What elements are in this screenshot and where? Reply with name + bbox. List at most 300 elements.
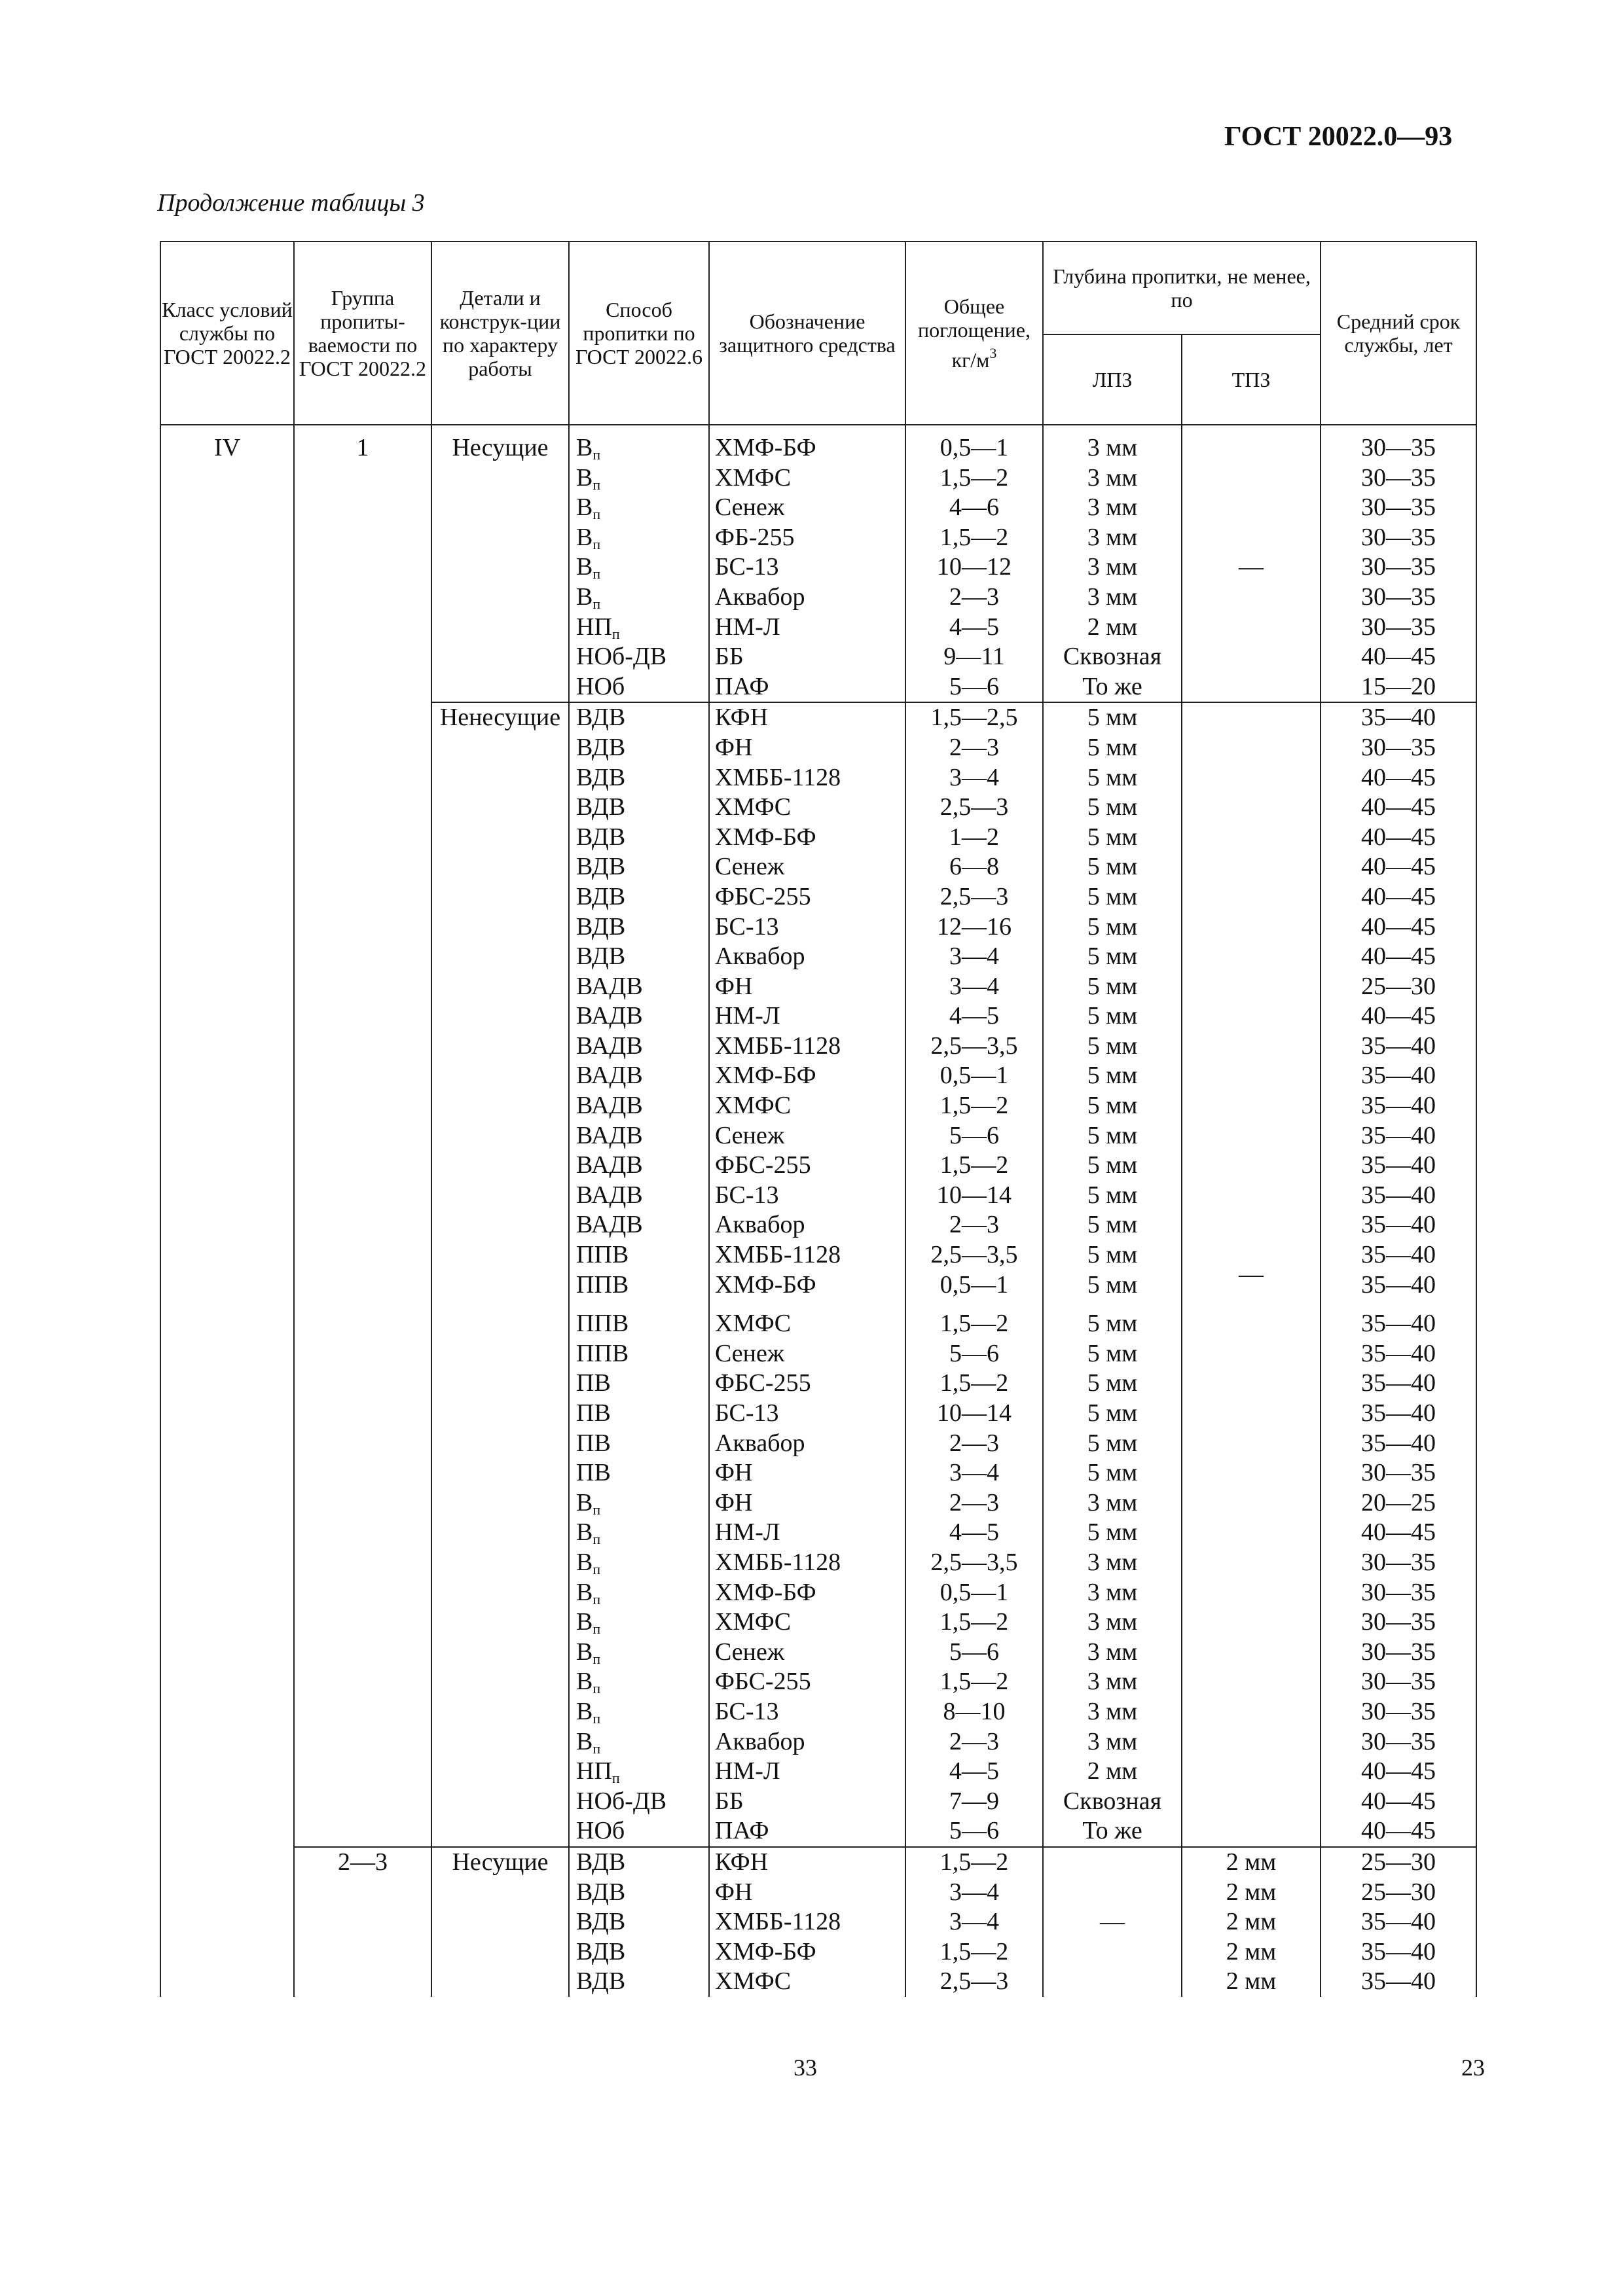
agent-value: ФН — [715, 1878, 753, 1906]
method-text: В — [576, 1608, 593, 1636]
method-text: В — [576, 1668, 593, 1696]
absorption-value: 5—6 — [949, 1638, 999, 1666]
method-text: ВАДВ — [576, 1002, 643, 1030]
lpz-value: 3 мм — [1087, 1727, 1138, 1755]
life-value: 30—35 — [1361, 733, 1436, 761]
absorption-value: 4—5 — [949, 1757, 999, 1785]
lpz-value: 3 мм — [1087, 1488, 1138, 1516]
agent-value: ХМФ-БФ — [715, 1578, 816, 1606]
life-value: 35—40 — [1361, 1151, 1436, 1179]
life-value: 30—35 — [1361, 1668, 1436, 1696]
life-value: 30—35 — [1361, 1548, 1436, 1576]
life-value: 25—30 — [1361, 1848, 1436, 1876]
method-text: НП — [576, 613, 612, 641]
lpz-value: 3 мм — [1087, 553, 1138, 581]
col-header-details: Детали и конструк-ции по характеру работы — [431, 242, 569, 425]
agent-value: ББ — [715, 1787, 744, 1815]
lpz-column — [1043, 433, 1182, 702]
method-value — [570, 1638, 708, 1668]
method-text: ВАДВ — [576, 1062, 643, 1090]
method-value — [570, 1878, 708, 1908]
life-column — [1321, 1847, 1476, 1997]
method-column — [569, 433, 709, 702]
method-value — [570, 1270, 708, 1300]
tpz-value: 2 мм — [1226, 1967, 1277, 1996]
life-value: 30—35 — [1361, 1608, 1436, 1636]
absorption-value: 5—6 — [949, 1817, 999, 1845]
life-value: 35—40 — [1361, 1339, 1436, 1367]
row-gap — [1321, 1300, 1476, 1309]
life-value: 35—40 — [1361, 704, 1436, 732]
table-body — [160, 425, 1476, 1997]
method-value — [570, 1061, 708, 1091]
absorption-value: 1,5—2 — [939, 1310, 1009, 1338]
method-value — [570, 642, 708, 672]
absorption-value: 1,5—2 — [939, 1092, 1009, 1120]
absorption-value: 2—3 — [949, 1727, 999, 1755]
agent-value: БС-13 — [715, 1399, 779, 1427]
method-column — [569, 1847, 709, 1997]
details-cell: Несущие — [431, 433, 569, 702]
method-subscript: п — [593, 595, 601, 612]
absorption-value: 5—6 — [949, 672, 999, 700]
method-value — [570, 493, 708, 523]
method-value — [570, 852, 708, 882]
lpz-value: 5 мм — [1087, 1310, 1138, 1338]
method-value — [570, 1848, 708, 1878]
method-text: ВАДВ — [576, 1092, 643, 1120]
agent-value: ХМББ-1128 — [715, 1548, 841, 1576]
method-value — [570, 523, 708, 553]
method-value — [570, 1210, 708, 1240]
absorption-value: 3—4 — [949, 972, 999, 1000]
col-header-absorption-text: Общее поглощение, кг/м — [918, 295, 1030, 372]
method-text: ВАДВ — [576, 1211, 643, 1239]
life-value: 30—35 — [1361, 1727, 1436, 1755]
lpz-value: 3 мм — [1087, 1668, 1138, 1696]
method-text: В — [576, 1638, 593, 1666]
lpz-value: 5 мм — [1087, 1062, 1138, 1090]
method-text: ВДВ — [576, 882, 626, 910]
tpz-value: 2 мм — [1226, 1878, 1277, 1906]
absorption-value: 3—4 — [949, 1878, 999, 1906]
class-cell: IV — [160, 433, 294, 1997]
method-subscript: п — [593, 535, 601, 552]
absorption-value: 4—6 — [949, 493, 999, 522]
method-text: ПВ — [576, 1399, 611, 1427]
absorption-value: 9—11 — [943, 643, 1005, 671]
lpz-value: 3 мм — [1087, 583, 1138, 611]
lpz-value: 5 мм — [1087, 1459, 1138, 1487]
method-column — [569, 702, 709, 1847]
lpz-value: 5 мм — [1087, 1181, 1138, 1209]
agent-value: ХМФ-БФ — [715, 1270, 816, 1299]
lpz-value: 5 мм — [1087, 763, 1138, 791]
agent-value: ХМББ-1128 — [715, 763, 841, 791]
life-value: 40—45 — [1361, 793, 1436, 821]
life-value: 15—20 — [1361, 672, 1436, 700]
absorption-value: 1,5—2 — [939, 463, 1009, 492]
agent-value: ХМФ-БФ — [715, 1937, 816, 1965]
life-value: 35—40 — [1361, 1211, 1436, 1239]
group-cell: 2—3 — [294, 1847, 431, 1997]
absorption-value: 2—3 — [949, 1211, 999, 1239]
method-value — [570, 763, 708, 793]
absorption-value: 1,5—2,5 — [930, 704, 1018, 732]
agent-value: БС-13 — [715, 1181, 779, 1209]
agent-value: Аквабор — [715, 942, 805, 971]
agent-value: ФБС-255 — [715, 1668, 811, 1696]
lpz-value: 3 мм — [1087, 1608, 1138, 1636]
absorption-value: 2,5—3 — [939, 882, 1009, 910]
absorption-value: 0,5—1 — [939, 1270, 1009, 1299]
lpz-value: 5 мм — [1087, 1002, 1138, 1030]
lpz-value: 5 мм — [1087, 972, 1138, 1000]
tpz-column — [1182, 433, 1321, 702]
method-subscript: п — [593, 446, 601, 463]
method-value — [570, 1548, 708, 1578]
agent-value: ФН — [715, 1459, 753, 1487]
life-value: 35—40 — [1361, 1270, 1436, 1299]
method-subscript: п — [593, 1531, 601, 1548]
method-value — [570, 613, 708, 643]
page-number-right: 23 — [1461, 2054, 1485, 2081]
table-caption: Продолжение таблицы 3 — [157, 189, 425, 217]
method-value — [570, 463, 708, 493]
lpz-value: 5 мм — [1087, 1399, 1138, 1427]
absorption-column — [905, 433, 1043, 702]
life-value: 35—40 — [1361, 1241, 1436, 1269]
lpz-value: 5 мм — [1087, 793, 1138, 821]
method-subscript: п — [593, 1501, 601, 1518]
lpz-value: 2 мм — [1087, 1757, 1138, 1785]
life-value: 30—35 — [1361, 463, 1436, 492]
method-value — [570, 1121, 708, 1151]
agent-value: БС-13 — [715, 1697, 779, 1725]
life-value: 35—40 — [1361, 1399, 1436, 1427]
lpz-value: 2 мм — [1087, 613, 1138, 641]
absorption-value: 1,5—2 — [939, 1848, 1009, 1876]
method-text: ПВ — [576, 1369, 611, 1397]
method-value — [570, 972, 708, 1002]
method-value — [570, 1697, 708, 1727]
depth-dash: — — [1239, 553, 1264, 581]
document-standard-number: ГОСТ 20022.0—93 — [1224, 122, 1453, 152]
agent-value: ФБС-255 — [715, 882, 811, 910]
agent-value: Сенеж — [715, 1638, 785, 1666]
agent-value: НМ-Л — [715, 1518, 780, 1547]
absorption-value: 0,5—1 — [939, 1062, 1009, 1090]
absorption-value: 0,5—1 — [939, 1578, 1009, 1606]
col-header-tpz: ТПЗ — [1182, 334, 1321, 425]
method-text: ВДВ — [576, 942, 626, 971]
method-subscript: п — [593, 565, 601, 583]
agent-value: ХМФС — [715, 1967, 792, 1996]
method-value — [570, 1369, 708, 1399]
method-value — [570, 1001, 708, 1031]
agent-value: ХМФС — [715, 1608, 792, 1636]
method-value — [570, 1458, 708, 1488]
absorption-value: 2—3 — [949, 1488, 999, 1516]
method-value — [570, 823, 708, 853]
lpz-value: То же — [1082, 672, 1142, 700]
absorption-value: 4—5 — [949, 613, 999, 641]
method-text: В — [576, 1518, 593, 1547]
method-value — [570, 672, 708, 702]
life-value: 35—40 — [1361, 1908, 1436, 1936]
method-text: ППВ — [576, 1270, 629, 1299]
method-value — [570, 1031, 708, 1062]
col-header-absorption-superscript: 3 — [989, 345, 997, 361]
method-text: ВДВ — [576, 763, 626, 791]
method-value — [570, 1787, 708, 1817]
method-text: ВДВ — [576, 1967, 626, 1996]
method-text: ВДВ — [576, 704, 626, 732]
life-value: 30—35 — [1361, 1459, 1436, 1487]
agent-column — [709, 1847, 905, 1997]
absorption-value: 6—8 — [949, 853, 999, 881]
impregnation-table — [160, 241, 1477, 1997]
col-header-absorption — [905, 242, 1043, 425]
life-value: 30—35 — [1361, 613, 1436, 641]
absorption-value: 2,5—3,5 — [930, 1548, 1018, 1576]
absorption-column — [905, 702, 1043, 1847]
lpz-value: 5 мм — [1087, 882, 1138, 910]
life-value: 40—45 — [1361, 763, 1436, 791]
agent-value: ББ — [715, 643, 744, 671]
life-value: 35—40 — [1361, 1092, 1436, 1120]
method-text: НОб-ДВ — [576, 643, 667, 671]
lpz-value: Сквозная — [1063, 643, 1162, 671]
details-cell: Несущие — [431, 1847, 569, 1997]
col-header-depth: Глубина пропитки, не менее, по — [1043, 242, 1321, 334]
life-value: 40—45 — [1361, 942, 1436, 971]
method-text: ВАДВ — [576, 1181, 643, 1209]
lpz-value: 5 мм — [1087, 1031, 1138, 1060]
lpz-value: 3 мм — [1087, 463, 1138, 492]
lpz-value: 5 мм — [1087, 704, 1138, 732]
method-text: ППВ — [576, 1241, 629, 1269]
method-subscript: п — [611, 625, 620, 642]
lpz-value: 5 мм — [1087, 942, 1138, 971]
method-text: В — [576, 493, 593, 522]
tpz-column — [1182, 702, 1321, 1847]
method-value — [570, 583, 708, 613]
lpz-value: 3 мм — [1087, 1548, 1138, 1576]
absorption-value: 2—3 — [949, 583, 999, 611]
absorption-value: 1,5—2 — [939, 1668, 1009, 1696]
lpz-value: Сквозная — [1063, 1787, 1162, 1815]
absorption-value: 3—4 — [949, 1459, 999, 1487]
row-gap — [570, 1300, 708, 1309]
method-value — [570, 793, 708, 823]
life-value: 30—35 — [1361, 493, 1436, 522]
agent-value: БС-13 — [715, 912, 779, 941]
method-value — [570, 1967, 708, 1997]
life-value: 35—40 — [1361, 1031, 1436, 1060]
method-value — [570, 1607, 708, 1638]
col-header-class: Класс условий службы по ГОСТ 20022.2 — [160, 242, 294, 425]
lpz-value: 3 мм — [1087, 434, 1138, 461]
lpz-value: 5 мм — [1087, 1270, 1138, 1299]
agent-value: ХМФС — [715, 793, 792, 821]
agent-value: Сенеж — [715, 493, 785, 522]
method-text: ВАДВ — [576, 972, 643, 1000]
lpz-value: 5 мм — [1087, 1121, 1138, 1149]
agent-value: Аквабор — [715, 1727, 805, 1755]
col-header-life: Средний срок службы, лет — [1321, 242, 1476, 425]
lpz-value: 3 мм — [1087, 1638, 1138, 1666]
absorption-value: 4—5 — [949, 1518, 999, 1547]
life-value: 40—45 — [1361, 643, 1436, 671]
tpz-value: 2 мм — [1226, 1908, 1277, 1936]
life-value: 35—40 — [1361, 1181, 1436, 1209]
agent-value: Аквабор — [715, 1211, 805, 1239]
method-value — [570, 433, 708, 463]
method-value — [570, 1488, 708, 1518]
method-value — [570, 1240, 708, 1270]
agent-value: ХМФС — [715, 1310, 792, 1338]
lpz-value: 5 мм — [1087, 912, 1138, 941]
life-value: 35—40 — [1361, 1967, 1436, 1996]
method-text: ВДВ — [576, 733, 626, 761]
method-text: В — [576, 1488, 593, 1516]
group-cell: 1 — [294, 433, 431, 1847]
life-value: 25—30 — [1361, 972, 1436, 1000]
absorption-value: 10—14 — [937, 1399, 1012, 1427]
method-text: НОб — [576, 1817, 625, 1845]
method-value — [570, 1399, 708, 1429]
method-text: НОб-ДВ — [576, 1787, 667, 1815]
method-subscript: п — [593, 1710, 601, 1727]
method-subscript: п — [593, 506, 601, 523]
agent-value: ФН — [715, 972, 753, 1000]
method-value — [570, 703, 708, 733]
method-value — [570, 1151, 708, 1181]
row-gap — [710, 1300, 905, 1309]
method-value — [570, 882, 708, 912]
agent-value: ПАФ — [715, 1817, 769, 1845]
life-value: 35—40 — [1361, 1062, 1436, 1090]
method-value — [570, 1757, 708, 1787]
absorption-value: 1,5—2 — [939, 523, 1009, 551]
lpz-value: 5 мм — [1087, 733, 1138, 761]
method-text: НОб — [576, 672, 625, 700]
method-text: ВДВ — [576, 912, 626, 941]
col-header-lpz: ЛПЗ — [1043, 334, 1182, 425]
life-value: 40—45 — [1361, 882, 1436, 910]
method-text: ВДВ — [576, 793, 626, 821]
lpz-value: 5 мм — [1087, 1151, 1138, 1179]
method-text: ПВ — [576, 1459, 611, 1487]
absorption-value: 2—3 — [949, 733, 999, 761]
method-value — [570, 1309, 708, 1339]
method-value — [570, 733, 708, 763]
lpz-value: 5 мм — [1087, 1429, 1138, 1457]
method-text: В — [576, 463, 593, 492]
col-header-group: Группа пропиты-ваемости по ГОСТ 20022.2 — [294, 242, 431, 425]
life-value: 40—45 — [1361, 1757, 1436, 1785]
method-value — [570, 1429, 708, 1459]
lpz-value: 5 мм — [1087, 1241, 1138, 1269]
agent-value: БС-13 — [715, 553, 779, 581]
method-subscript: п — [593, 1621, 601, 1638]
lpz-value: 3 мм — [1087, 493, 1138, 522]
life-value: 35—40 — [1361, 1310, 1436, 1338]
lpz-value: 5 мм — [1087, 853, 1138, 881]
agent-value: КФН — [715, 704, 769, 732]
method-text: В — [576, 1548, 593, 1576]
life-value: 40—45 — [1361, 1518, 1436, 1547]
agent-value: ХМББ-1128 — [715, 1031, 841, 1060]
agent-column — [709, 433, 905, 702]
method-text: В — [576, 523, 593, 551]
method-text: ВДВ — [576, 853, 626, 881]
lpz-column — [1043, 702, 1182, 1847]
absorption-value: 3—4 — [949, 1908, 999, 1936]
method-subscript: п — [611, 1770, 620, 1787]
lpz-value: 5 мм — [1087, 1339, 1138, 1367]
method-text: ППВ — [576, 1310, 629, 1338]
absorption-value: 2,5—3 — [939, 793, 1009, 821]
absorption-value: 2,5—3,5 — [930, 1031, 1018, 1060]
life-value: 40—45 — [1361, 1817, 1436, 1845]
life-value: 40—45 — [1361, 1787, 1436, 1815]
life-value: 20—25 — [1361, 1488, 1436, 1516]
row-gap — [1044, 1300, 1181, 1309]
absorption-value: 7—9 — [949, 1787, 999, 1815]
method-text: ВДВ — [576, 1878, 626, 1906]
method-value — [570, 552, 708, 583]
agent-column — [709, 702, 905, 1847]
method-text: НП — [576, 1757, 612, 1785]
absorption-value: 1,5—2 — [939, 1608, 1009, 1636]
lpz-value: 5 мм — [1087, 823, 1138, 851]
method-subscript: п — [593, 1560, 601, 1577]
agent-value: ФБС-255 — [715, 1369, 811, 1397]
method-value — [570, 1091, 708, 1121]
life-value: 35—40 — [1361, 1937, 1436, 1965]
lpz-value: 5 мм — [1087, 1369, 1138, 1397]
header-spacer-row — [160, 425, 1476, 433]
method-text: ВДВ — [576, 1937, 626, 1965]
agent-value: Аквабор — [715, 583, 805, 611]
table-section-row — [160, 1847, 1476, 1997]
life-value: 30—35 — [1361, 1697, 1436, 1725]
absorption-value: 10—14 — [937, 1181, 1012, 1209]
agent-value: КФН — [715, 1848, 769, 1876]
method-text: ВАДВ — [576, 1151, 643, 1179]
lpz-value: 5 мм — [1087, 1092, 1138, 1120]
page-number-center: 33 — [793, 2054, 817, 2081]
absorption-column — [905, 1847, 1043, 1997]
absorption-value: 12—16 — [937, 912, 1012, 941]
method-text: В — [576, 1727, 593, 1755]
agent-value: НМ-Л — [715, 613, 780, 641]
method-text: В — [576, 1578, 593, 1606]
agent-value: ПАФ — [715, 672, 769, 700]
lpz-value: 3 мм — [1087, 1697, 1138, 1725]
agent-value: ХМФС — [715, 463, 792, 492]
method-subscript: п — [593, 1650, 601, 1667]
method-value — [570, 1937, 708, 1967]
life-value: 40—45 — [1361, 1002, 1436, 1030]
method-value — [570, 1181, 708, 1211]
lpz-value: 5 мм — [1087, 1211, 1138, 1239]
life-value: 25—30 — [1361, 1878, 1436, 1906]
absorption-value: 2—3 — [949, 1429, 999, 1457]
absorption-value: 2,5—3,5 — [930, 1241, 1018, 1269]
